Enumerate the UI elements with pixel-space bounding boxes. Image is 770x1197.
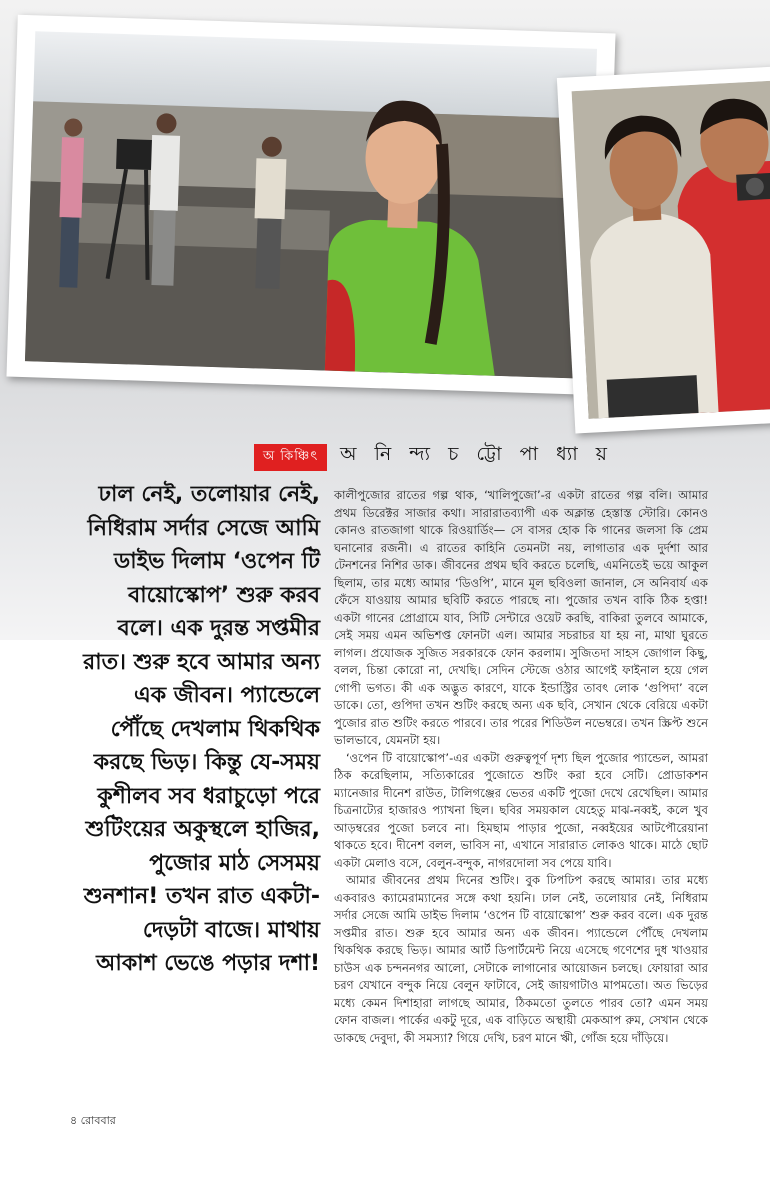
pull-quote: ঢাল নেই, তলোয়ার নেই, নিধিরাম সর্দার সেজে আমি ডাইভ দিলাম ‘ওপেন টি বায়োস্কোপ’ শুরু করব বলে। এক দুরন্ত সপ্তমীর রাত। শুরু হবে আমার অন্য এক জীবন। প্যান্ডেলে পৌঁছে দেখলাম থিকথিক করছে ভিড়। কিন্তু যে-সময় কুশীলব সব ধরাচুড়ো পরে শুটিংয়ের অকুস্থলে হাজির, পুজোর মাঠ সেসময় শুনশান! তখন রাত একটা-দেড়টা বাজে। মাথায় আকাশ ভেঙে পড়ার দশা!: [83, 482, 320, 976]
two-boys-scene: [572, 80, 770, 418]
page-folio: ৪ রোববার: [70, 1114, 116, 1127]
film-set-photo: [6, 15, 615, 396]
article-paragraph: কালীপুজোর রাতের গল্প থাক, ‘খালিপুজো’-র একটা রাতের গল্প বলি। আমার প্রথম ডিরেক্টর সাজার কথা। সারারাতব্যাপী এক অক্লান্ত হেস্তাস্ত স্টোরি। কোনও কোনও রাতজাগা থাকে রিওয়ার্ডিং— সে বাসর হোক কি গানের জলসা কি প্রেম ঘনানোর রজনী। এ রাতের কাহিনি তেমনটা নয়, লাগাতার এক দুর্দশা আর টেনশনের নিশির ডাক। জীবনের প্রথম ছবি করতে চলেছি, এমনিতেই ভয়ে আকুল ছিলাম, তার মধ্যে আমার ‘ডিওপি’, মানে মূল ছবিওলা জানাল, সে অনিবার্য এক ফেঁসে যাওয়ায় আমার ছবিটি করতে পারছে না। পুজোর তখন বাকি ঠিক হপ্তা! একটা গানের প্রোগ্রামে যাব, সিটি সেন্টারে ওয়েট করছি, বাকিরা তুলবে আমাকে, সেই সময় এমন অভিশপ্ত ফোনটা এল। আমার সচরাচর যা হয় না, মাথা ঘুরতে লাগল। প্রযোজক সুজিত সরকারকে ফোন করলাম। সুজিতদা সাহস জোগাল কিছু, বলল, চিন্তা কোরো না, দেখছি। সেদিন স্টেজে ওঠার আগেই ফাইনাল হয়ে গেল গোপী ভগত। কী এক অদ্ভুত কারণে, যাকে ইন্ডাস্ট্রির তাবৎ লোক ‘গুপিদা’ বলে ডাকে। তো, গুপিদা তখন শুটিং করছে অন্য এক ছবি, সেখান থেকে বেরিয়ে একটা পুজোর রাত শুটিং করতে পারবে। তার পরের শিডিউল নভেম্বরে। তখন স্ক্রিপ্ট শুনে ভালভাবে, যেমনটা হয়।: [334, 488, 708, 747]
boys-photo: [557, 66, 770, 433]
article-paragraph: আমার জীবনের প্রথম দিনের শুটিং। বুক ঢিপঢিপ করছে আমার। তার মধ্যে একবারও ক্যামেরাম্যানের সঙ্গে কথা হয়নি। ঢাল নেই, তলোয়ার নেই, নিধিরাম সর্দার সেজে আমি ডাইভ দিলাম ‘ওপেন টি বায়োস্কোপ’ শুরু করব বলে। এক দুরন্ত সপ্তমীর রাত। শুরু হবে আমার অন্য এক জীবন। প্যান্ডেলে পৌঁছে দেখলাম থিকথিক করছে ভিড়। আমার আর্ট ডিপার্টমেন্ট নিয়ে এসেছে গণেশের দুধ খাওয়ার চাউস এক চন্দননগর আলো, সেটাকে লাগানোর আয়োজন চলছে। ফোয়ারা আর চরণ যেখানে বন্দুক নিয়ে বেলুন ফাটাবে, সেই জায়গাটাও মাপমতো। অত ভিড়ের মধ্যে কেমন দিশাহারা লাগছে আমার, ঠিকমতো তুলতে পারব তো? এমন সময় ফোন বাজল। পার্কের একটু দূরে, এক বাড়িতে অস্থায়ী মেকআপ রুম, সেখান থেকে ডাকছে দেবুদা, কী সমস্যা? গিয়ে দেখি, চরণ মানে ঋী, গোঁজ হয়ে দাঁড়িয়ে।: [334, 873, 708, 1045]
article-paragraph: ‘ওপেন টি বায়োস্কোপ’-এর একটা গুরুত্বপূর্ণ দৃশ্য ছিল পুজোর প্যান্ডেল, আমরা ঠিক করেছিলাম, সত্যিকারের পুজোতে শুটিং করা হবে সেটি। প্রোডাকশন ম্যানেজার দীনেশ রাউত, টালিগঞ্জের ভেতর একটি পুজো দেখে রেখেছিল। আমার চিত্রনাট্যের হাজারও প্যাখনা ছিল। ছবির সময়কাল যেহেতু মাঝ-নব্বই, কলে খুব আড়ম্বরের পুজো চলবে না। হিমছাম পাড়ার পুজো, নব্বইয়ের আটপৌরেয়ানা থাকতে হবে। দীনেশ বলল, ভাবিস না, এখানে সারারাত লোকও থাকে। মাঠে ছোট একটা মেলাও বসে, বেলুন-বন্দুক, নাগরদোলা সব পেয়ে যাবি।: [334, 750, 708, 870]
section-tag: অ কিঞ্চিৎ: [254, 444, 327, 471]
rooftop-shooting-scene: [25, 31, 597, 378]
article-body: [334, 487, 708, 1047]
author-byline: অ নি ন্দ্য চ ট্টো পা ধ্যা য়: [340, 443, 613, 465]
parapet-wall: [69, 202, 330, 250]
